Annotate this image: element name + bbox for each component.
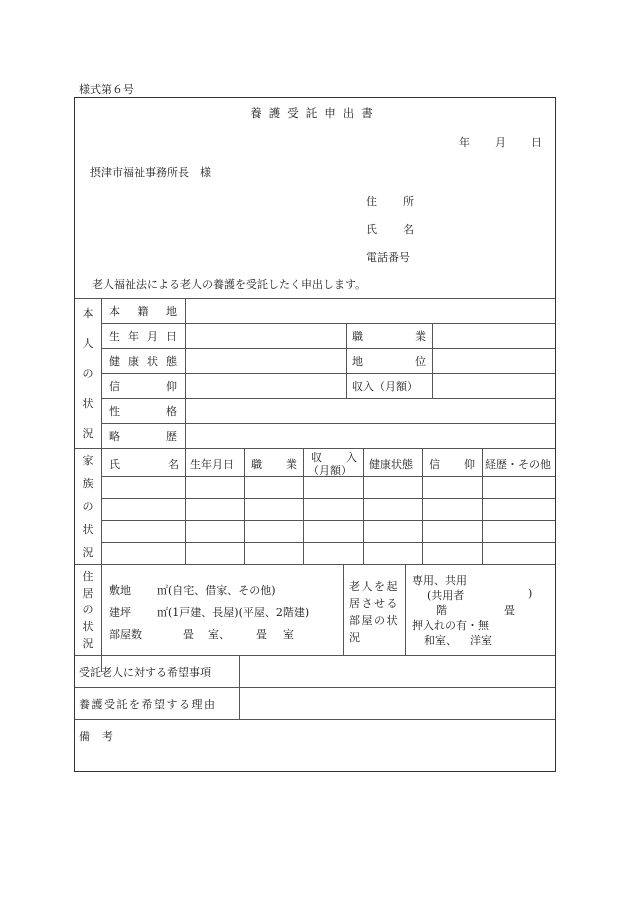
reason-field[interactable]	[240, 688, 554, 718]
faith-field[interactable]	[186, 374, 345, 397]
mat-unit-2: 畳	[256, 628, 267, 641]
side-char: 状	[82, 523, 94, 537]
date-year: 年	[459, 136, 470, 149]
character-label: 性 格	[109, 405, 177, 418]
side-char: 況	[82, 546, 94, 560]
mat-unit: 畳	[183, 628, 194, 641]
side-char: の	[82, 367, 94, 380]
date-day: 日	[531, 136, 542, 149]
remarks-label: 備 考	[79, 730, 113, 743]
side-char: 家	[82, 453, 94, 467]
person-mid-line	[346, 323, 347, 398]
reason-label: 養護受託を希望する理由	[79, 698, 217, 711]
side-char: 況	[82, 427, 94, 440]
position-label: 地 位	[352, 355, 426, 368]
elder-room-line: 況	[349, 631, 362, 644]
family-rows-area[interactable]	[102, 477, 554, 563]
room-unit: 室、	[208, 628, 230, 641]
family-birthdate-header: 生年月日	[190, 458, 234, 471]
wishes-label: 受託老人に対する希望事項	[79, 666, 211, 679]
history-field[interactable]	[186, 424, 554, 447]
family-income-header-bottom: （月額）	[308, 464, 352, 477]
side-char: の	[82, 603, 94, 617]
application-form	[74, 97, 556, 772]
rooms-label: 部屋数	[109, 628, 142, 641]
side-char: 状	[82, 620, 94, 634]
floor-area-value: ㎡(1戸建、長屋)(平屋、2階建)	[157, 606, 310, 619]
form-title: 養護受託申出書	[250, 106, 380, 120]
side-char: 住	[82, 570, 94, 584]
family-health-header: 健康状態	[369, 458, 413, 471]
side-char: 況	[82, 636, 94, 650]
remarks-field[interactable]	[76, 744, 554, 770]
sharer-close: )	[528, 587, 533, 600]
side-char: 人	[82, 337, 94, 350]
closet-label: 押入れの有・無	[412, 619, 489, 632]
applicant-address-label: 住 所	[366, 195, 414, 208]
col-line	[405, 564, 406, 655]
family-occupation-header: 職 業	[251, 458, 297, 471]
faith-label: 信 仰	[109, 380, 177, 393]
usage-label: 専用、共用	[412, 574, 467, 587]
side-char: 居	[82, 586, 94, 600]
elder-room-line: 部屋の状	[349, 614, 399, 627]
room-unit-end: 室	[283, 628, 294, 641]
floor-unit: 階	[436, 604, 447, 617]
housing-section-side-label	[75, 568, 101, 651]
family-name-header: 氏 名	[109, 458, 179, 471]
japanese-room: 和室、	[424, 634, 457, 647]
divider	[75, 719, 555, 720]
date-month: 月	[495, 136, 506, 149]
family-faith-header: 信 仰	[429, 458, 475, 471]
person-section-side-label	[75, 298, 101, 448]
income-label: 収入（月額）	[352, 380, 418, 393]
domicile-label: 本 籍 地	[109, 305, 177, 318]
col-line	[343, 564, 344, 655]
side-char: の	[82, 499, 94, 513]
floor-area-label: 建坪	[109, 606, 131, 619]
elder-room-label	[349, 578, 399, 646]
sharer-label: (共用者	[427, 589, 465, 602]
mat-unit-3: 畳	[504, 604, 515, 617]
wishes-field[interactable]	[240, 656, 554, 686]
form-number: 様式第６号	[79, 83, 134, 96]
applicant-name-label: 氏 名	[366, 223, 414, 236]
family-section-side-label	[75, 448, 101, 564]
side-char: 族	[82, 476, 94, 490]
domicile-field[interactable]	[186, 299, 554, 322]
family-income-header-top: 収 入	[311, 451, 357, 464]
history-label: 略 歴	[109, 430, 177, 443]
side-char: 本	[82, 307, 94, 320]
elder-room-line: 居させる	[349, 597, 399, 610]
income-field[interactable]	[433, 374, 554, 397]
applicant-phone-label: 電話番号	[366, 251, 410, 264]
health-field[interactable]	[186, 349, 345, 372]
divider	[75, 564, 555, 565]
side-char: 状	[82, 397, 94, 410]
character-field[interactable]	[186, 399, 554, 422]
elder-room-line: 老人を起	[349, 580, 399, 593]
declaration: 老人福祉法による老人の養護を受託したく申出します。	[92, 278, 367, 291]
western-room: 洋室	[470, 634, 492, 647]
birthdate-field[interactable]	[186, 324, 345, 347]
occupation-label: 職 業	[352, 330, 426, 343]
position-field[interactable]	[433, 349, 554, 372]
addressee: 摂津市福祉事務所長 様	[90, 166, 211, 179]
site-value: ㎡(自宅、借家、その他)	[157, 584, 276, 597]
health-label: 健 康 状 態	[109, 355, 177, 368]
site-label: 敷地	[109, 584, 131, 597]
birthdate-label: 生 年 月 日	[109, 330, 177, 343]
family-other-header: 経歴・その他	[485, 458, 551, 471]
occupation-field[interactable]	[433, 324, 554, 347]
